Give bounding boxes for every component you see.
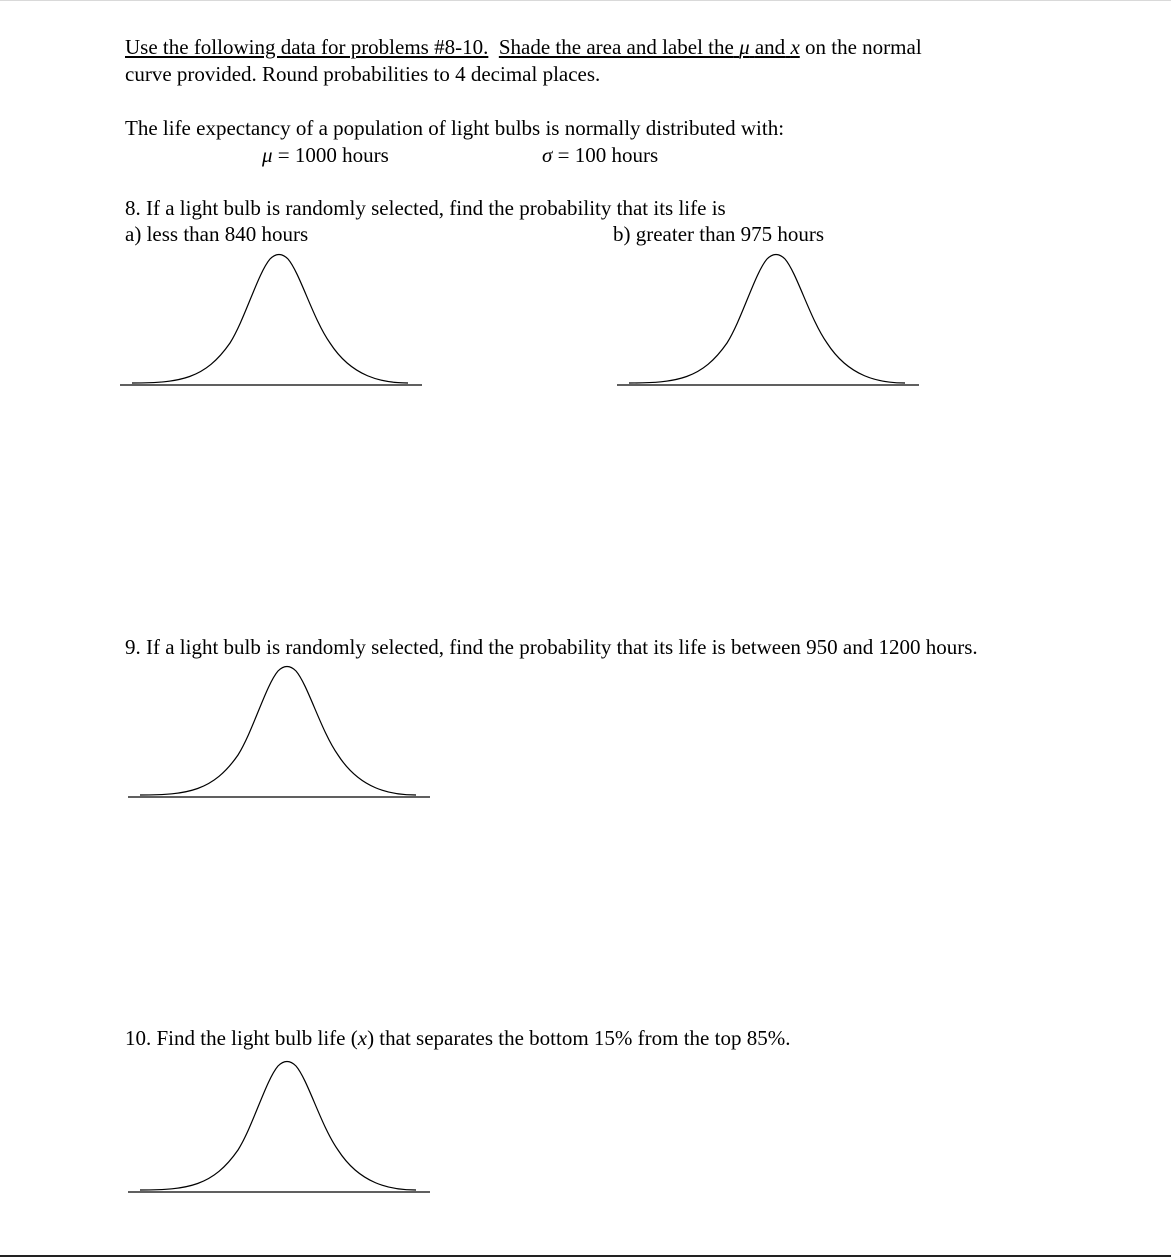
population-sd <box>542 142 658 168</box>
problem-8-question: 8. If a light bulb is randomly selected, find the probability that its life is <box>125 196 726 220</box>
instructions-line-1 <box>125 34 922 60</box>
instructions-normal-text: on the normal <box>805 35 922 59</box>
and-word: and <box>754 35 786 59</box>
mean-symbol: μ <box>262 143 273 167</box>
problem-10-x-symbol: x <box>357 1026 368 1050</box>
normal-curve-9 <box>128 665 432 801</box>
problem-10-text-start: 10. Find the light bulb life ( <box>125 1026 358 1050</box>
instructions-shade-note <box>499 35 800 59</box>
x-symbol: x <box>790 35 800 59</box>
population-intro: The life expectancy of a population of light bulbs is normally distributed with: <box>125 116 785 140</box>
mu-symbol: μ <box>739 35 750 59</box>
bell-curve-path <box>140 1062 416 1191</box>
problem-8b-label: b) greater than 975 hours <box>613 222 825 246</box>
problem-8a-label: a) less than 840 hours <box>125 222 309 246</box>
sd-value: = 100 hours <box>557 143 659 167</box>
population-mean <box>262 142 389 168</box>
instructions-data-note: Use the following data for problems #8-10. <box>125 35 489 59</box>
bell-curve-path <box>140 667 416 796</box>
normal-curve-8a <box>120 253 424 389</box>
normal-curve-10 <box>128 1060 432 1196</box>
instructions-line-2: curve provided. Round probabilities to 4 decimal places. <box>125 62 601 86</box>
problem-9-question: 9. If a light bulb is randomly selected, find the probability that its life is between 950 and 1200 hours. <box>125 635 978 659</box>
mean-value: = 1000 hours <box>277 143 389 167</box>
normal-curve-8b <box>617 253 921 389</box>
problem-10-question <box>125 1025 790 1051</box>
bell-curve-path <box>629 255 905 384</box>
bell-curve-path <box>132 255 408 384</box>
instructions-shade-text: Shade the area and label the <box>498 35 734 59</box>
problem-10-text-end: ) that separates the bottom 15% from the top 85%. <box>367 1026 791 1050</box>
sd-symbol: σ <box>542 143 553 167</box>
